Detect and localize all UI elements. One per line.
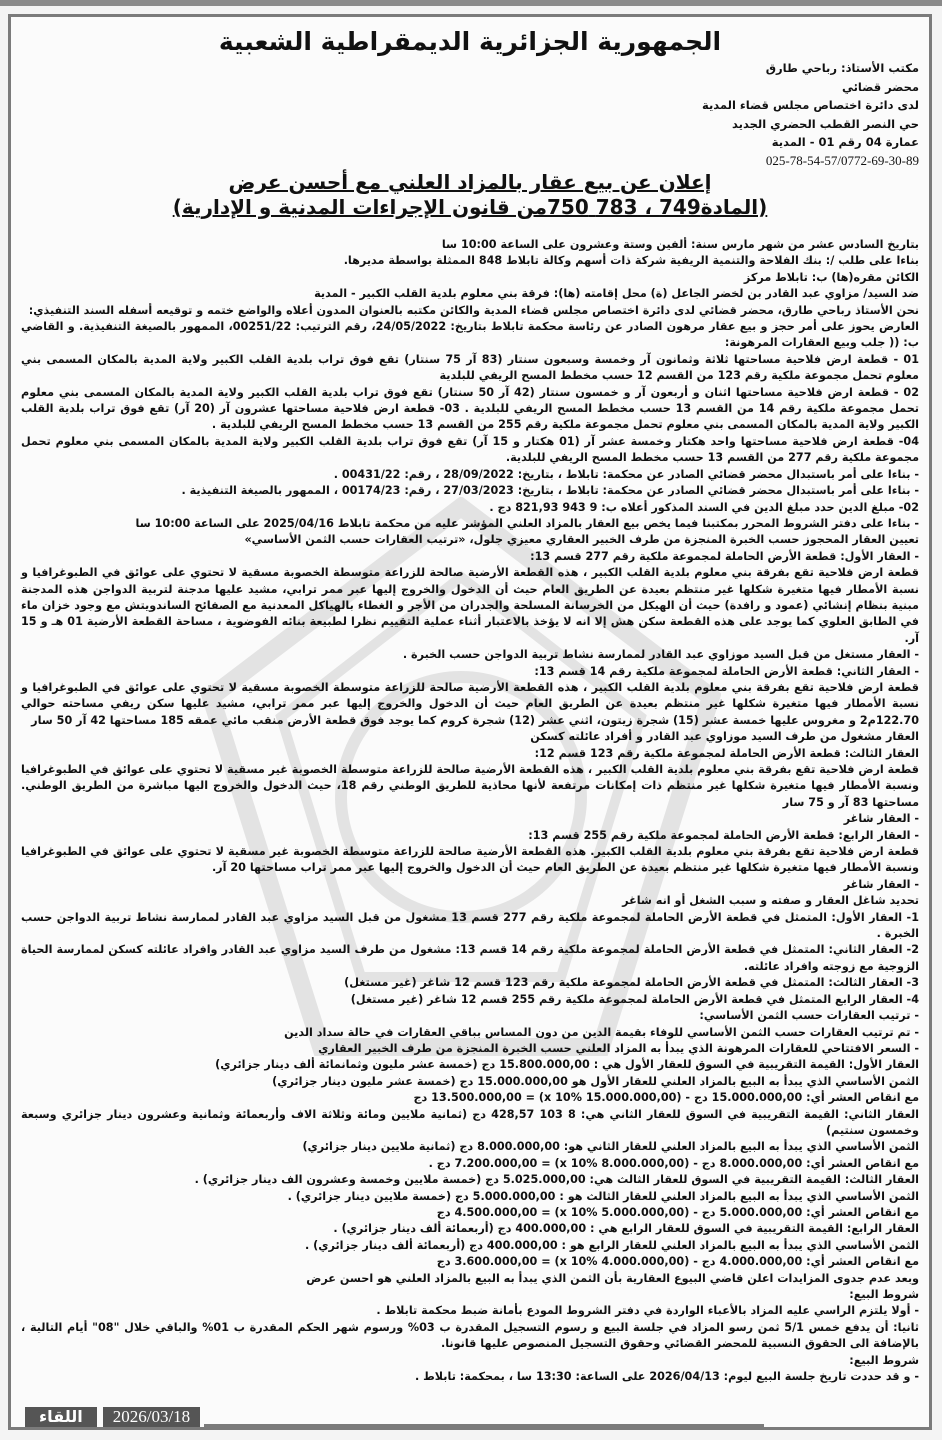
body-paragraph: العقار الثالث: قطعة الأرض الحاملة لمجموعة ملكية رقم 123 قسم 12:: [534, 746, 919, 760]
body-paragraph: - أولا يلتزم الراسي عليه المزاد بالأعباء الواردة في دفتر الشروط المودع بأمانة ضبط محكمة تابلاط .: [376, 1304, 919, 1318]
body-paragraph: - العقار مستغل من قبل السيد موزاوي عبد القادر لممارسة نشاط تربية الدواجن حسب الخبرة .: [402, 648, 919, 662]
body-paragraph: - العقار شاغر: [843, 877, 919, 891]
body-paragraph: شروط البيع:: [849, 1353, 919, 1367]
notice-frame: [8, 14, 932, 1430]
body-paragraph: 2- العقار الثاني: المتمثل في قطعة الأرض الحاملة لمجموعة ملكية رقم 14 قسم 13: مشغول من طرف السيد مزاوي عبد القادر وافراد عائلته كسكن لممارسة الحياة الزوجية مع زوجته وافراد عائلته.: [21, 943, 919, 973]
body-paragraph: الكائن مقره(ها) ب: تابلاط مركز: [743, 270, 919, 284]
body-paragraph: 4- العقار الرابع المتمثل في قطعة الأرض الحاملة لمجموعة ملكية رقم 255 قسم 12 شاغر (غير مستغل): [350, 992, 919, 1006]
body-paragraph: مع انقاص العشر أي: 8.000.000,00 دج - (8.000.000,00 x 10%) = 7.200.000,00 دج .: [428, 1156, 919, 1170]
notice-body: [21, 237, 919, 1385]
title-separator: ،: [637, 195, 660, 219]
body-paragraph: الثمن الأساسي الذي يبدأ به البيع بالمزاد العلني للعقار الثالث هو : 5.000.000,00 دج (خمسة ملايين دينار جزائري) .: [287, 1189, 919, 1203]
body-paragraph: 02- مبلغ الدين حدد مبلغ الدين في السند المذكور أعلاه ب: 9 943 821,93 دج .: [489, 500, 919, 514]
body-paragraph: - بناءا على دفتر الشروط المحرر بمكتبنا فيما يخص بيع العقار بالمزاد العلني المؤشر عليه من محكمة تابلاط 2025/04/16 على الساعة 10:00 سا: [135, 516, 919, 530]
body-paragraph: 3- العقار الثالث: المتمثل في قطعة الأرض الحاملة لمجموعة ملكية رقم 123 قسم 12 شاغر (غير مستغل): [344, 976, 919, 990]
body-paragraph: - العقار الأول: قطعة الأرض الحاملة لمجموعة ملكية رقم 277 قسم 13:: [530, 549, 919, 563]
body-paragraph: - العقار شاغر: [843, 812, 919, 826]
office-block: [599, 59, 919, 170]
body-paragraph: الثمن الأساسي الذي يبدأ به البيع بالمزاد العلني للعقار الأول هو 15.000.000,00 دج (خمسة عشر مليون دينار جزائري): [272, 1074, 919, 1088]
body-paragraph: ثانيا: أن يدفع خمس 5/1 ثمن رسو المزاد في جلسة البيع و رسوم التسجيل المقدرة ب 03% ورسوم شهر الحكم المقدرة ب 01% والباقي خلال "08" أيام التالية ، بالإضافة الى الحقوق النسبية للمحضر القضائي وحقوق التسجيل المنصوص عليها قانونا.: [21, 1320, 920, 1351]
body-paragraph: - تم ترتيب العقارات حسب الثمن الأساسي للوفاء بقيمة الدين من دون المساس بباقي العقارات في حالة سداد الدين: [284, 1025, 919, 1039]
body-paragraph: نحن الأستاذ رباحي طارق، محضر قضائي لدى دائرة اختصاص مجلس قضاء المدية والكائن مكتبه بالعنوان المدون أعلاه والواضع ختمه و توقيعه أسفله السند التنفيذي:: [28, 303, 919, 317]
body-paragraph: تعيين العقار المحجوز حسب الخبرة المنجزة من طرف الخبير العقاري معيزي جلول، «ترتيب العقارات حسب الثمن الأساسي»: [244, 533, 919, 547]
body-paragraph: العقار الرابع: القيمة التقريبية في السوق للعقار الرابع هي : 400.000,00 دج (أربعمائة ألف دينار جزائري) .: [333, 1222, 919, 1236]
body-paragraph: العقار الثالث: القيمة التقريبية في السوق للعقار الثالث هي: 5.025.000,00 دج (خمسة ملايين وخمسة وعشرون الف دينار جزائري) .: [194, 1173, 919, 1187]
publication-footer: [25, 1407, 764, 1427]
body-paragraph: ضد السيد/ مزاوي عبد القادر بن لخضر الجاعل (ة) محل إقامته (ها): فرقة بني معلوم بلدية القلب الكبير - المدية: [314, 287, 919, 301]
body-paragraph: الثمن الأساسي الذي يبدأ به البيع بالمزاد العلني للعقار الثاني هو: 8.000.000,00 دج (ثمانية ملايين دينار جزائري): [302, 1140, 919, 1154]
newspaper-name: اللقاء: [25, 1407, 97, 1427]
body-paragraph: العارض يحوز على أمر حجز و بيع عقار مرهون الصادر عن رئاسة محكمة تابلاط بتاريخ: 24/05/2022، رقم الترتيب: 00251/22، الممهور بالصيغة التنفيذية. و القاضي ب: (( جلب وبيع العقارات المرهونة:: [21, 320, 920, 350]
republic-heading: الجمهورية الجزائرية الديمقراطية الشعبية: [218, 27, 722, 56]
body-paragraph: الثمن الأساسي الذي يبدأ به البيع بالمزاد العلني للعقار الرابع هو : 400.000,00 دج (أربعمائة ألف دينار جزائري) .: [304, 1238, 919, 1252]
body-paragraph: - بناءا على أمر باستبدال محضر قضائي الصادر عن محكمة: تابلاط ، بتاريخ: 28/09/2022 ، رقم: 00431/22 .: [333, 467, 919, 481]
notice-document: [21, 17, 919, 1385]
body-paragraph: 02 - قطعة ارض فلاحية مساحتها اثنان و أربعون آر و خمسون سنتار (42 آر 50 سنتار) تقع فوق تراب بلدية القلب الكبير ولاية المدية بالمكان المسمى بني معلوم تحمل مجموعة ملكية رقم 14 من القسم 13 حسب مخطط المسح الريفي للبلدية . 03- قطعة ارض فلاحية مساحتها عشرون آر (20 آر) تقع فوق تراب بلدية القلب الكبير ولاية المدية بالمكان المسمى بني معلوم تحمل مجموعة ملكية رقم 255 من القسم 13 حسب مخطط المسح الريفي للبلدية .: [21, 385, 919, 432]
title-article-suffix: من قانون الإجراءات المدنية و الإدارية): [172, 195, 548, 219]
body-paragraph: بتاريخ السادس عشر من شهر مارس سنة: ألفين وستة وعشرون على الساعة 10:00 سا: [441, 238, 919, 251]
body-paragraph: وبعد عدم جدوى المزايدات اعلن قاضي البيوع العقارية بأن الثمن الذي يبدأ به البيع بالمزاد العلني هو احسن عرض: [306, 1271, 919, 1285]
body-paragraph: مع انقاص العشر أي: 5.000.000,00 دج - (5.000.000,00 x 10%) = 4.500.000,00 دج: [436, 1205, 919, 1219]
office-line: حي النصر القطب الحضري الجديد: [731, 116, 919, 131]
body-paragraph: - بناءا على أمر باستبدال محضر قضائي الصادر عن محكمة: تابلاط ، بتاريخ: 27/03/2023 ، رقم: 00174/23 ، الممهور بالصيغة التنفيذية .: [181, 484, 919, 498]
office-line: محضر قضائي: [841, 79, 919, 94]
body-paragraph: العقار الثاني: القيمة التقريبية في السوق للعقار الثاني هي: 8 103 428,57 دج (ثمانية ملايين ومائة وثلاثة الاف وأربعمائة وثمانية وعشرون دينار جزائري وسبعة وخمسون سنتيم): [21, 1107, 919, 1137]
body-paragraph: 01 - قطعة ارض فلاحية مساحتها ثلاثة وثمانون آر وخمسة وسبعون سنتار (83 آر 75 سنتار) تقع فوق تراب بلدية القلب الكبير ولاية المدية بالمكان المسمى بني معلوم تحمل مجموعة ملكية رقم 123 من القسم 12 حسب مخطط المسح الريفي للبلدية: [21, 352, 919, 383]
body-paragraph: - ترتيب العقارات حسب الثمن الأساسي:: [699, 1009, 919, 1023]
notice-title: [21, 170, 919, 220]
body-paragraph: مع انقاص العشر أي: 4.000.000,00 دج - (4.000.000,00 x 10%) = 3.600.000,00 دج: [436, 1255, 919, 1269]
body-paragraph: - العقار الرابع: قطعة الأرض الحاملة لمجموعة ملكية رقم 255 قسم 13:: [528, 828, 919, 842]
body-paragraph: شروط البيع:: [849, 1288, 919, 1301]
body-paragraph: قطعة ارض فلاحية تقع بفرقة بني معلوم بلدية القلب الكبير. هذه القطعة الأرضية صالحة للزراعة متوسطة الخصوبة غير مسقية لا تحتوي على عوائق في الطبوغرافيا ونسبة الأمطار فيها متغيرة شكلها غير منتظم بعيدة عن الطريق العام حيث أن الدخول والخروج إليها عبر ممر تراب مساحتها 20 آر.: [21, 845, 919, 875]
body-paragraph: العقار الأول: القيمة التقريبية في السوق للعقار الأول هي : 15.800.000,00 دج (خمسة عشر مليون وثمانمائة ألف دينار جزائري): [215, 1058, 919, 1072]
body-paragraph: قطعة ارض فلاحية تقع بفرقة بني معلوم بلدية القلب الكبير ، هذه القطعة الأرضية صالحة للزراعة متوسطة الخصوبة غير مسقية لا تحتوي على عوائق في الطبوغرافيا ونسبة الأمطار فيها متغيرة شكلها غير منتظم ذات إمكانات مرتفعة لأنها محاذية للطريق الوطني رقم 18، حيث الدخول والخروج اليها مباشرة من الطريق الوطني. مساحتها 83 آر و 75 سار: [21, 763, 919, 809]
title-article-b: 783 750: [547, 195, 638, 219]
body-paragraph: - العقار الثاني: قطعة الأرض الحاملة لمجموعة ملكية رقم 14 قسم 13:: [534, 664, 919, 678]
title-article-prefix: (المادة: [700, 195, 768, 219]
page-top-rule: [0, 0, 942, 6]
body-paragraph: - السعر الافتتاحي للعقارات المرهونة الذي يبدأ به المزاد العلني حسب الخبرة المنجزة من طرف الخبير العقاري: [318, 1041, 919, 1055]
office-line: عمارة 04 رقم 01 - المدية: [771, 135, 919, 149]
body-paragraph: مع انقاص العشر أي: 15.000.000,00 دج - (15.000.000,00 x 10%) = 13.500.000,00 دج: [413, 1091, 919, 1105]
body-paragraph: قطعة ارض فلاحية تقع بفرقة بني معلوم بلدية القلب الكبير ، هذه القطعة الأرضية صالحة للزراعة متوسطة الخصوبة مسقية لا تحتوي على عوائق في الطبوغرافيا و نسبة الأمطار فيها متغيرة شكلها غير منتظم بعيدة عن الطريق العام حيث أن الدخول والخروج إليها عبر ممر ترابي، مشيد عليها مدجنة لتربية الدواجن هذه المدجنة مبنية بنظام إنشائي (عمود و رافدة) حيث أن الهيكل من الخرسانة المسلحة والجدران من الأجر و الغطاء بالهياكل المعدنية مع الصفائح الساندويتش مع وجود خزان ماء في الطابق العلوي كما يوجد على هذه القطعة سكن هش إلا انه لا يؤخذ بالاعتبار أثناء عملية التقييم نظرا لطبيعة بنائه الفوضوية ، مساحة القطعة الأرضية 01 هـ و 15 آر.: [21, 566, 919, 645]
body-paragraph: - و قد حددت تاريخ جلسة البيع ليوم: 2026/04/13 على الساعة: 13:30 سا ، بمحكمة: تابلاط .: [415, 1370, 919, 1384]
title-line-1: إعلان عن بيع عقار بالمزاد العلني مع أحسن عرض: [228, 170, 712, 194]
office-line: مكتب الأستاذ: رباحي طارق: [765, 61, 919, 75]
body-paragraph: قطعة ارض فلاحية تقع بفرقة بني معلوم بلدية القلب الكبير ، هذه القطعة الأرضية صالحة للزراعة متوسطة الخصوبة مسقية لا تحتوي على عوائق في الطبوغرافيا و نسبة الأمطار فيها متغيرة شكلها غير منتظم بعيدة عن الطريق العام حيث أن الدخول والخروج إليها عبر ممر ترابي، مشيد عليها سكن ريفي مساحته حوالي 122.70م2 و مغروس عليها خمسة عشر (15) شجرة زيتون، اثني عشر (12) شجرة كروم كما يوجد فوق قطعة الأرض منقب مائي عمقه 185 مساحتها 42 آر 50 سار: [21, 680, 919, 727]
office-phone: 025-78-54-57/0772-69-30-89: [765, 152, 919, 168]
body-paragraph: تحديد شاغل العقار و صفته و سبب الشغل أو انه شاغر: [622, 894, 919, 908]
office-line: لدى دائرة اختصاص مجلس قضاء المدية: [702, 98, 919, 112]
title-article-a: 749: [659, 195, 701, 219]
body-paragraph: 04- قطعة ارض فلاحية مساحتها واحد هكتار وخمسة عشر آر (01 هكتار و 15 آر) تقع فوق تراب بلدية القلب الكبير ولاية المدية بالمكان المسمى بني معلوم تحمل مجموعة ملكية رقم 277 من القسم 13 حسب مخطط المسح الريفي للبلدية.: [21, 434, 919, 465]
footer-rule: [204, 1424, 764, 1427]
body-paragraph: 1- العقار الأول: المتمثل في قطعة الأرض الحاملة لمجموعة ملكية رقم 277 قسم 13 مشغول من قبل السيد مزاوي عبد القادر لممارسة نشاط تربية الدواجن حسب الخبرة .: [21, 910, 919, 941]
body-paragraph: بناءا على طلب /: بنك الفلاحة والتنمية الريفية شركة ذات أسهم وكالة تابلاط 848 الممثلة بواسطة مديرها.: [343, 254, 919, 268]
publication-date: 2026/03/18: [103, 1407, 200, 1427]
body-paragraph: العقار مشغول من طرف السيد موزاوي عبد القادر و أفراد عائلته كسكن: [530, 730, 919, 744]
